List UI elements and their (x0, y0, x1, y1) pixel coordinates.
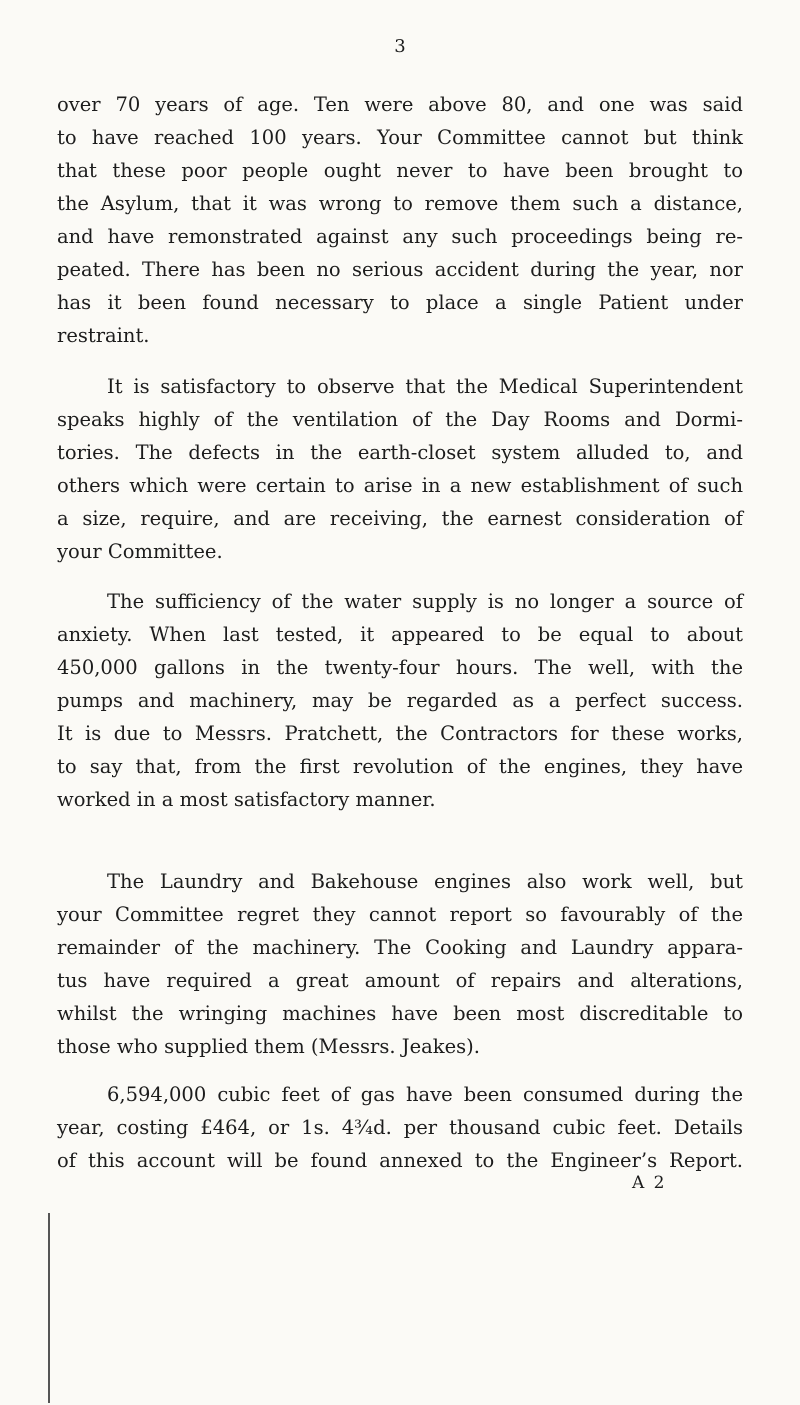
text-line: whilst the wringing machines have been most discreditable to (57, 1002, 743, 1025)
text-line: others which were certain to arise in a new establishment of such (57, 474, 743, 497)
text-line: speaks highly of the ventilation of the Day Rooms and Dormi- (57, 408, 743, 431)
text-line: The sufficiency of the water supply is no longer a source of (107, 590, 743, 613)
text-line: tories. The defects in the earth-closet system alluded to, and (57, 441, 743, 464)
paragraph-2 (57, 370, 743, 568)
text-line: a size, require, and are receiving, the earnest consideration of (57, 507, 743, 530)
paragraph-3 (57, 585, 743, 816)
text-line: The Laundry and Bakehouse engines also work well, but (107, 870, 743, 893)
text-line: tus have required a great amount of repairs and alterations, (57, 969, 743, 992)
text-line: pumps and machinery, may be regarded as a perfect success. (57, 689, 743, 712)
text-line: and have remonstrated against any such proceedings being re- (57, 225, 743, 248)
text-line: over 70 years of age. Ten were above 80, and one was said (57, 93, 743, 116)
text-line: worked in a most satisfactory manner. (57, 788, 436, 811)
text-line: your Committee regret they cannot report so favourably of the (57, 903, 743, 926)
text-line: that these poor people ought never to have been brought to (57, 159, 743, 182)
text-line: year, costing £464, or 1s. 4¾d. per thousand cubic feet. Details (57, 1116, 743, 1139)
text-line: of this account will be found annexed to the Engineer’s Report. (57, 1149, 743, 1172)
text-line: to have reached 100 years. Your Committee cannot but think (57, 126, 743, 149)
text-line: anxiety. When last tested, it appeared to be equal to about (57, 623, 743, 646)
text-line: 450,000 gallons in the twenty-four hours. The well, with the (57, 656, 743, 679)
paragraph-1 (57, 88, 743, 352)
page-number: 3 (394, 36, 406, 57)
text-line: to say that, from the first revolution of the engines, they have (57, 755, 743, 778)
paragraph-4 (57, 865, 743, 1063)
text-line: remainder of the machinery. The Cooking and Laundry appara- (57, 936, 743, 959)
text-line: peated. There has been no serious accident during the year, nor (57, 258, 743, 281)
text-line: your Committee. (57, 540, 223, 563)
paragraph-5 (57, 1078, 743, 1177)
text-line: those who supplied them (Messrs. Jeakes). (57, 1035, 480, 1058)
signature-mark: A 2 (632, 1173, 667, 1193)
text-line: It is satisfactory to observe that the Medical Superintendent (107, 375, 743, 398)
text-line: It is due to Messrs. Pratchett, the Contractors for these works, (57, 722, 743, 745)
text-line: 6,594,000 cubic feet of gas have been consumed during the (107, 1083, 743, 1106)
margin-rule (48, 1213, 50, 1403)
text-line: restraint. (57, 324, 150, 347)
text-line: has it been found necessary to place a single Patient under (57, 291, 743, 314)
text-line: the Asylum, that it was wrong to remove them such a distance, (57, 192, 743, 215)
